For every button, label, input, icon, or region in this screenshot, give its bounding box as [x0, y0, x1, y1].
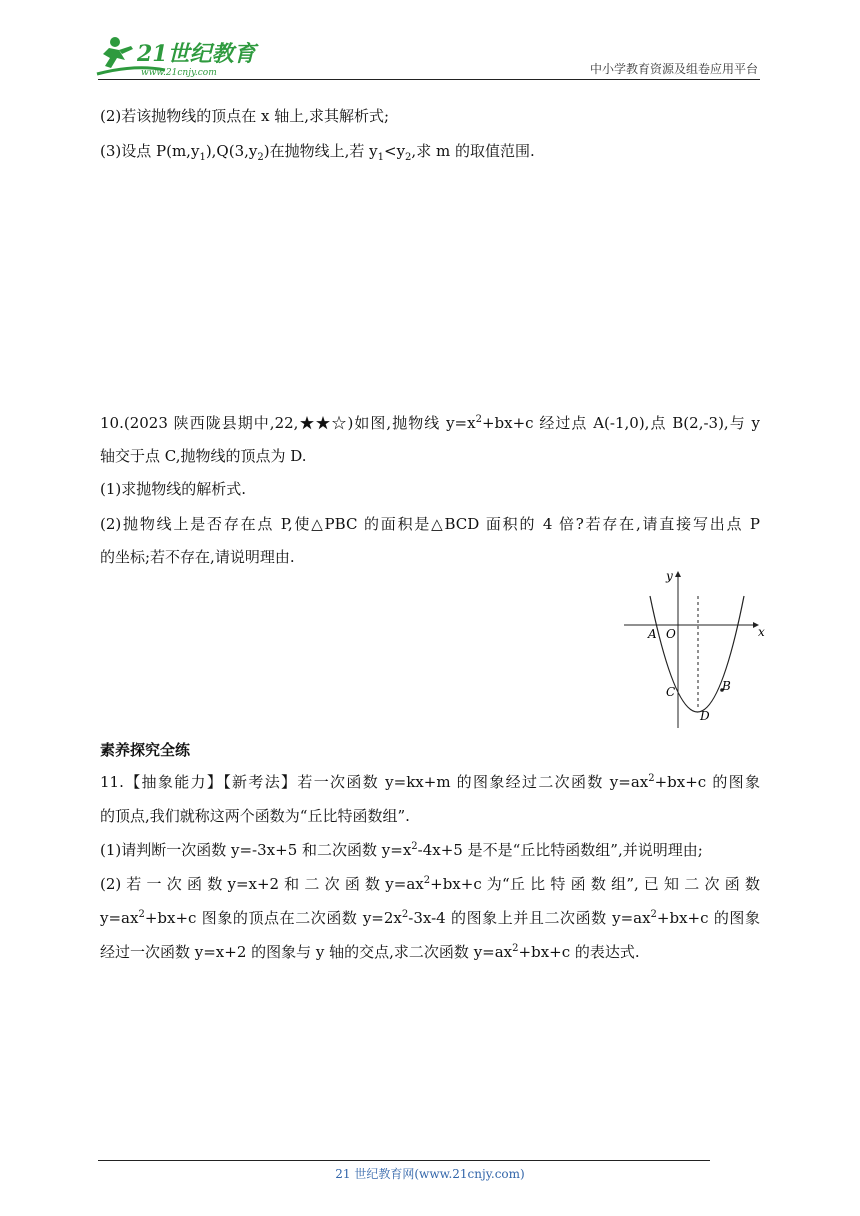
q11-text: 经过一次函数 y=x+2 的图象与 y 轴的交点,求二次函数 y=ax	[100, 943, 513, 961]
superscript: 2	[411, 841, 418, 852]
q11-part2-line3	[100, 942, 640, 962]
q9-part3-text: ,求 m 的取值范围.	[411, 142, 535, 160]
q10-stem-line2: 轴交于点 C,抛物线的顶点为 D.	[100, 447, 307, 465]
logo-title: 21世纪教育	[137, 41, 256, 67]
superscript: 2	[401, 909, 409, 920]
q11-text: y=ax	[100, 909, 139, 927]
q10-text: 10.(2023 陕西陇县期中,22,★★☆)如图,抛物线 y=x	[100, 414, 476, 432]
vertex-d-label: D	[700, 709, 710, 723]
q10-part2-line2: 的坐标;若不存在,请说明理由.	[100, 548, 295, 566]
q9-part3-text: (3)设点 P(m,y	[100, 142, 200, 160]
logo-url: www.21cnjy.com	[141, 68, 217, 78]
q11-stem-line2: 的顶点,我们就称这两个函数为“丘比特函数组”.	[100, 807, 410, 825]
q11-text: (1)请判断一次函数 y=-3x+5 和二次函数 y=x	[100, 841, 412, 859]
q9-part3-text: ),Q(3,y	[205, 142, 258, 160]
superscript: 2	[475, 414, 482, 425]
point-c-label: C	[666, 685, 676, 699]
subscript: 2	[405, 152, 412, 163]
platform-name: 中小学教育资源及组卷应用平台	[589, 62, 758, 76]
q11-text: (2) 若 一 次 函 数 y=x+2 和 二 次 函 数 y=ax	[100, 875, 424, 893]
q11-part1	[100, 840, 703, 860]
superscript: 2	[138, 909, 145, 920]
q11-text: +bx+c 图象的顶点在二次函数 y=2x	[144, 909, 402, 927]
parabola-curve	[650, 596, 744, 712]
superscript: 2	[512, 943, 519, 954]
q11-text: 11.【抽象能力】【新考法】若一次函数 y=kx+m 的图象经过二次函数 y=ax	[100, 773, 649, 791]
superscript: 2	[423, 875, 431, 886]
y-axis-label: y	[666, 569, 673, 583]
footer-divider	[98, 1160, 710, 1161]
point-a-label: A	[648, 627, 657, 641]
superscript: 2	[650, 909, 657, 920]
subscript: 2	[257, 152, 264, 163]
q9-part2: (2)若该抛物线的顶点在 x 轴上,求其解析式;	[100, 107, 390, 125]
origin-label: O	[666, 627, 676, 641]
x-axis-label: x	[758, 625, 765, 639]
q11-text: +bx+c 的图象	[656, 909, 761, 927]
q10-text: +bx+c 经过点 A(-1,0),点 B(2,-3),与 y	[481, 414, 761, 432]
q9-part3-text: <y	[384, 142, 406, 160]
q10-part1: (1)求抛物线的解析式.	[100, 480, 247, 498]
q11-text: -4x+5 是不是“丘比特函数组”,并说明理由;	[417, 841, 703, 859]
q9-part3-text: )在抛物线上,若 y	[263, 142, 378, 160]
q9-part3	[100, 141, 535, 161]
q11-text: +bx+c 为“丘 比 特 函 数 组”, 已 知 二 次 函 数	[430, 875, 760, 893]
section-title: 素养探究全练	[100, 741, 191, 759]
footer-text: 21 世纪教育网(www.21cnjy.com)	[335, 1167, 525, 1181]
q11-text: -3x-4 的图象上并且二次函数 y=ax	[408, 909, 651, 927]
parabola-figure	[622, 568, 764, 730]
q11-part2-line1	[100, 874, 760, 894]
q11-text: +bx+c 的图象	[654, 773, 760, 791]
site-logo	[95, 34, 265, 80]
header-divider	[98, 79, 760, 80]
q10-stem-line1	[100, 413, 760, 433]
q10-part2-line1: (2)抛物线上是否存在点 P,使△PBC 的面积是△BCD 面积的 4 倍?若存在,请直接写出点 P	[100, 515, 760, 533]
subscript: 1	[377, 152, 384, 163]
q11-stem-line1	[100, 772, 760, 792]
q11-text: +bx+c 的表达式.	[518, 943, 640, 961]
superscript: 2	[648, 773, 655, 784]
subscript: 1	[199, 152, 206, 163]
q11-part2-line2	[100, 908, 760, 928]
page-header	[0, 0, 860, 90]
point-b-label: B	[722, 679, 731, 693]
